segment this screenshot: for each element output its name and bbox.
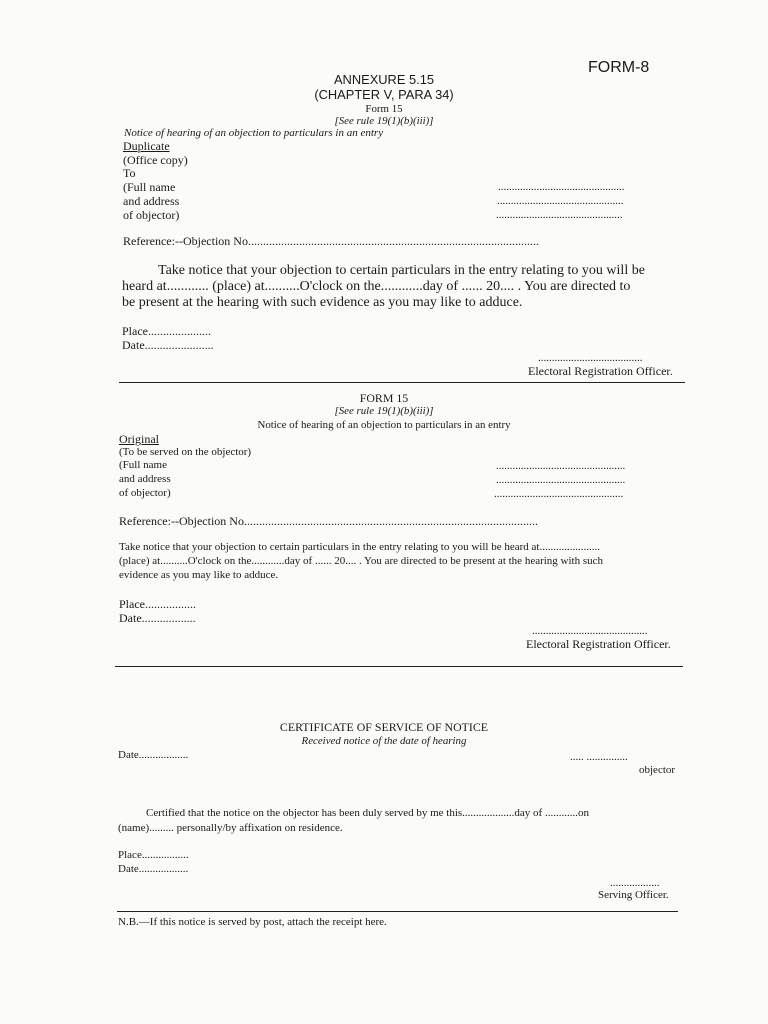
original-address-dots3: ............................................... bbox=[494, 488, 624, 500]
original-address-line1: (Full name bbox=[119, 459, 167, 471]
duplicate-address-dots3: .............................................. bbox=[496, 209, 623, 221]
objector-label: objector bbox=[639, 764, 676, 776]
certificate-date: Date.................. bbox=[118, 749, 189, 761]
note-divider bbox=[117, 911, 678, 912]
duplicate-place: Place..................... bbox=[122, 324, 211, 338]
certificate-place: Place................. bbox=[118, 849, 189, 861]
duplicate-signatory: Electoral Registration Officer. bbox=[528, 364, 673, 378]
annexure-title: ANNEXURE 5.15 bbox=[333, 72, 435, 87]
original-address-line3: of objector) bbox=[119, 487, 171, 499]
original-copy-note: (To be served on the objector) bbox=[119, 446, 252, 458]
duplicate-address-line3: of objector) bbox=[123, 208, 180, 222]
duplicate-copy-type: Duplicate bbox=[123, 139, 170, 153]
duplicate-to: To bbox=[123, 166, 136, 180]
original-body-line3: evidence as you may like to adduce. bbox=[119, 569, 279, 581]
annexure-chapter: (CHAPTER V, PARA 34) bbox=[314, 87, 454, 102]
duplicate-date: Date....................... bbox=[122, 338, 214, 352]
serving-officer-label: Serving Officer. bbox=[598, 889, 669, 901]
duplicate-address-dots1: .............................................. bbox=[498, 181, 625, 193]
duplicate-copy-note: (Office copy) bbox=[123, 153, 188, 167]
section-divider bbox=[119, 382, 685, 383]
duplicate-signature-dots: ...................................... bbox=[538, 352, 643, 364]
original-rule: [See rule 19(1)(b)(iii)] bbox=[334, 405, 434, 417]
duplicate-address-dots2: .............................................. bbox=[497, 195, 624, 207]
duplicate-body-line2: heard at............ (place) at..........O'clock on the............day of ...... 20.... . You are directed to bbox=[122, 279, 631, 294]
serving-officer-dots: .................. bbox=[610, 877, 660, 889]
annexure-rule: [See rule 19(1)(b)(iii)] bbox=[334, 115, 434, 127]
duplicate-reference: Reference:--Objection No................................................................................................. bbox=[123, 234, 539, 248]
certificate-body-line1: Certified that the notice on the objector has been duly served by me this...................day of ............on bbox=[146, 807, 589, 819]
original-reference: Reference:--Objection No.................................................................................................. bbox=[119, 514, 538, 528]
duplicate-address-line2: and address bbox=[123, 194, 180, 208]
form-number: FORM-8 bbox=[588, 59, 650, 76]
original-place: Place................. bbox=[119, 597, 196, 611]
duplicate-body-line3: be present at the hearing with such evidence as you may like to adduce. bbox=[122, 295, 523, 310]
certificate-date2: Date.................. bbox=[118, 863, 189, 875]
original-heading: Notice of hearing of an objection to particulars in an entry bbox=[257, 419, 511, 431]
original-date: Date.................. bbox=[119, 611, 196, 625]
original-signature-dots: .......................................... bbox=[532, 625, 648, 637]
original-body-line1: Take notice that your objection to certain particulars in the entry relating to you will be heard at...................... bbox=[119, 541, 600, 553]
duplicate-body-line1: Take notice that your objection to certain particulars in the entry relating to you will be bbox=[158, 263, 645, 278]
original-form: FORM 15 bbox=[359, 391, 409, 405]
objector-signature-dots: ..... ............... bbox=[570, 751, 628, 763]
original-signatory: Electoral Registration Officer. bbox=[526, 637, 671, 651]
original-address-dots1: ............................................... bbox=[496, 460, 626, 472]
certificate-subtitle: Received notice of the date of hearing bbox=[301, 735, 467, 747]
certificate-body-line2: (name)......... personally/by affixation on residence. bbox=[118, 822, 343, 834]
original-copy-type: Original bbox=[119, 432, 159, 446]
duplicate-address-line1: (Full name bbox=[123, 180, 176, 194]
postal-note: N.B.—If this notice is served by post, attach the receipt here. bbox=[118, 916, 387, 928]
duplicate-heading: Notice of hearing of an objection to particulars in an entry bbox=[124, 127, 384, 139]
original-address-dots2: ............................................... bbox=[496, 474, 626, 486]
annexure-form: Form 15 bbox=[365, 103, 403, 115]
section-divider bbox=[115, 666, 683, 667]
original-address-line2: and address bbox=[119, 473, 171, 485]
original-body-line2: (place) at..........O'clock on the............day of ...... 20.... . You are directed to be present at the hearing with such bbox=[119, 555, 604, 567]
certificate-title: CERTIFICATE OF SERVICE OF NOTICE bbox=[279, 720, 489, 734]
